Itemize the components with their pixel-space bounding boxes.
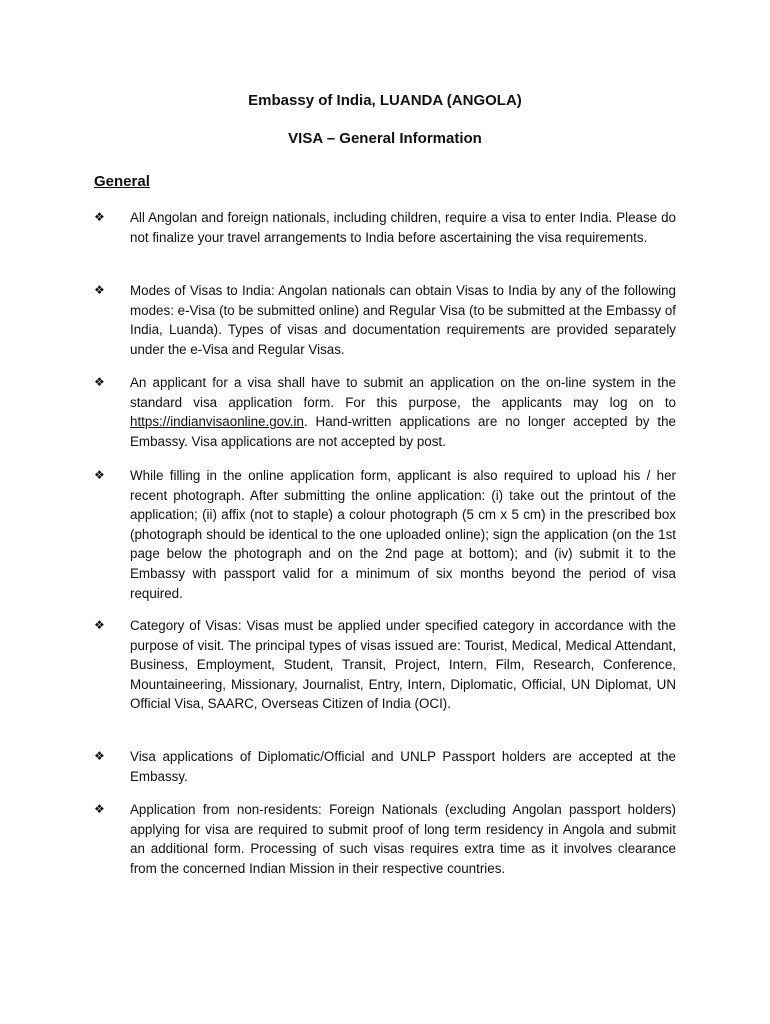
diamond-bullet-icon: ❖ bbox=[94, 375, 105, 389]
list-item-visa-categories: Category of Visas: Visas must be applied under specified category in accordance with the purpose of visit. The principal types of visas issued are: Tourist, Medical, Medical Attendant, Business, Employment, Student, Transit, Project, Intern, Film, Research, Conference, Mountaineering, Missionary, Journalist, Entry, Intern, Diplomatic, Official, UN Diplomat, UN Official Visa, SAARC, Overseas Citizen of India (OCI). bbox=[130, 618, 676, 712]
section-heading-general: General bbox=[94, 173, 150, 190]
diamond-bullet-icon: ❖ bbox=[94, 468, 105, 482]
list-item-text-before-link: An applicant for a visa shall have to submit an application on the on-line system in the standard visa application form. For this purpose, the applicants may log on to bbox=[130, 375, 676, 410]
list-item-photograph-instructions: While filling in the online application form, applicant is also required to upload his / her recent photograph. After submitting the online application: (i) take out the printout of the application; (ii) affix (not to staple) a colour photograph (5 cm x 5 cm) in the prescribed box (photograph should be identical to the one uploaded online); sign the application (on the 1st page below the photograph and on the 2nd page at bottom); and (iv) submit it to the Embassy with passport valid for a minimum of six months beyond the period of visa required. bbox=[130, 468, 676, 601]
diamond-bullet-icon: ❖ bbox=[94, 210, 105, 224]
diamond-bullet-icon: ❖ bbox=[94, 749, 105, 763]
diamond-bullet-icon: ❖ bbox=[94, 283, 105, 297]
list-item-visa-modes: Modes of Visas to India: Angolan nationals can obtain Visas to India by any of the following modes: e-Visa (to be submitted online) and Regular Visa (to be submitted at the Embassy of India, Luanda). Types of visas and documentation requirements are provided separately under the e-Visa and Regular Visas. bbox=[130, 283, 676, 357]
diamond-bullet-icon: ❖ bbox=[94, 802, 105, 816]
document-title: Embassy of India, LUANDA (ANGOLA) bbox=[248, 92, 522, 109]
list-item-non-residents: Application from non-residents: Foreign Nationals (excluding Angolan passport holders) applying for visa are required to submit proof of long term residency in Angola and submit an additional form. Processing of such visas requires extra time as it involves clearance from the concerned Indian Mission in their respective countries. bbox=[130, 802, 676, 876]
list-item-diplomatic-visas: Visa applications of Diplomatic/Official and UNLP Passport holders are accepted at the Embassy. bbox=[130, 749, 676, 784]
document-subtitle: VISA – General Information bbox=[288, 130, 482, 147]
list-item-online-application bbox=[130, 373, 676, 451]
list-item-text-after-link: . Hand-written applications are no longer accepted by the Embassy. Visa applications are not accepted by post. bbox=[130, 414, 676, 449]
indianvisaonline-link[interactable]: https://indianvisaonline.gov.in bbox=[130, 414, 304, 430]
list-item-visa-requirement: All Angolan and foreign nationals, including children, require a visa to enter India. Please do not finalize your travel arrangements to India before ascertaining the visa requirements. bbox=[130, 210, 676, 245]
diamond-bullet-icon: ❖ bbox=[94, 618, 105, 632]
